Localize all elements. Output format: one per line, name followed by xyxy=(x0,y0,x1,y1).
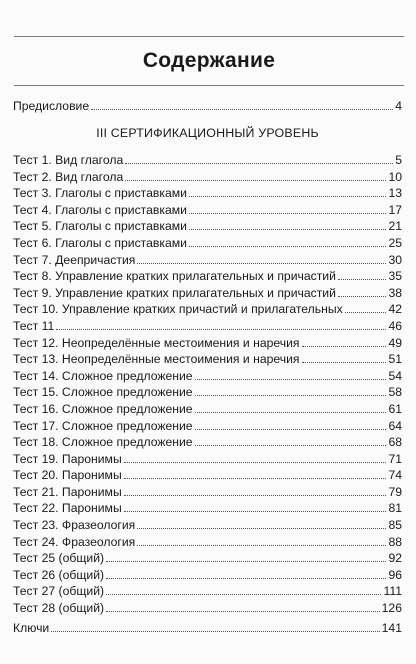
toc-entry[interactable] xyxy=(13,500,402,517)
toc-entry-label: Тест 19. Паронимы xyxy=(13,451,122,466)
dot-leader xyxy=(338,269,387,280)
toc-entry-label: Ключи xyxy=(13,621,50,635)
dot-leader xyxy=(137,518,386,529)
section-heading: III СЕРТИФИКАЦИОННЫЙ УРОВЕНЬ xyxy=(96,126,319,140)
toc-entry[interactable] xyxy=(13,451,402,468)
toc-entry-page: 25 xyxy=(388,235,402,250)
toc-entry-label: Тест 10. Управление кратких причастий и прилагательных xyxy=(13,302,343,317)
toc-entry[interactable] xyxy=(13,567,402,584)
toc-entry-label: Тест 16. Сложное предложение xyxy=(13,401,193,416)
dot-leader xyxy=(124,468,387,479)
preface-entry-block xyxy=(13,98,402,115)
dot-leader xyxy=(125,153,393,164)
dot-leader xyxy=(189,219,387,230)
dot-leader xyxy=(124,452,387,463)
dot-leader xyxy=(51,621,379,632)
toc-entry-label: Тест 14. Сложное предложение xyxy=(13,368,193,383)
toc-entry-label: Тест 1. Вид глагола xyxy=(13,153,124,167)
toc-entry[interactable] xyxy=(13,401,402,418)
toc-entry-page: 88 xyxy=(388,534,402,549)
toc-entry-page: 42 xyxy=(388,302,402,317)
toc-entry-label: Тест 15. Сложное предложение xyxy=(13,385,193,400)
dot-leader xyxy=(106,584,381,595)
dot-leader xyxy=(189,203,387,214)
toc-entry-label: Тест 22. Паронимы xyxy=(13,501,122,516)
toc-entry-page: 54 xyxy=(388,368,402,383)
toc-entry[interactable] xyxy=(13,268,402,285)
toc-entry-label: Тест 8. Управление кратких прилагательных и причастий xyxy=(13,269,336,284)
toc-entry-page: 126 xyxy=(381,601,402,616)
toc-entry[interactable] xyxy=(13,368,402,385)
toc-entry-page: 81 xyxy=(388,501,402,516)
toc-entry[interactable] xyxy=(13,301,402,318)
toc-entry-label: Тест 9. Управление кратких прилагательных и причастий xyxy=(13,285,336,300)
toc-entry[interactable] xyxy=(13,202,402,219)
toc-entry-page: 51 xyxy=(388,352,402,367)
dot-leader xyxy=(195,435,387,446)
toc-entry[interactable] xyxy=(13,351,402,368)
dot-leader xyxy=(106,551,386,562)
toc-entry-page: 141 xyxy=(381,621,402,635)
dot-leader xyxy=(302,336,387,347)
toc-entry-label: Тест 17. Сложное предложение xyxy=(13,418,193,433)
toc-list xyxy=(13,152,402,617)
toc-entry[interactable] xyxy=(13,484,402,501)
toc-entry[interactable] xyxy=(13,252,402,269)
toc-entry-page: 49 xyxy=(388,335,402,350)
toc-entry-page: 13 xyxy=(388,186,402,201)
toc-entry-label: Тест 6. Глаголы с приставками xyxy=(13,235,187,250)
toc-entry-preface[interactable] xyxy=(13,98,402,115)
toc-entry-label: Предисловие xyxy=(13,99,90,113)
toc-entry[interactable] xyxy=(13,534,402,551)
toc-entry-page: 79 xyxy=(388,484,402,499)
toc-entry-label: Тест 2. Вид глагола xyxy=(13,169,124,184)
toc-entry[interactable] xyxy=(13,235,402,252)
toc-entry[interactable] xyxy=(13,335,402,352)
dot-leader xyxy=(302,352,387,363)
dot-leader xyxy=(195,385,387,396)
toc-entry[interactable] xyxy=(13,185,402,202)
toc-entry-page: 17 xyxy=(388,202,402,217)
dot-leader xyxy=(56,319,386,330)
toc-entry-label: Тест 13. Неопределённые местоимения и наречия xyxy=(13,352,300,367)
toc-entry-page: 64 xyxy=(388,418,402,433)
toc-entry-page: 96 xyxy=(388,567,402,582)
dot-leader xyxy=(124,501,387,512)
toc-entry[interactable] xyxy=(13,600,402,617)
dot-leader xyxy=(189,186,387,197)
toc-entry[interactable] xyxy=(13,550,402,567)
toc-entry-page: 74 xyxy=(388,468,402,483)
toc-entry-page: 5 xyxy=(395,153,402,167)
toc-entry-page: 111 xyxy=(383,584,402,599)
toc-entry-label: Тест 24. Фразеология xyxy=(13,534,136,549)
dot-leader xyxy=(345,302,387,313)
toc-entry-label: Тест 26 (общий) xyxy=(13,567,105,582)
dot-leader xyxy=(124,485,387,496)
dot-leader xyxy=(195,419,387,430)
toc-entry-page: 21 xyxy=(388,219,402,234)
toc-entry[interactable] xyxy=(13,318,402,335)
dot-leader xyxy=(106,601,380,612)
dot-leader xyxy=(91,99,393,110)
toc-entry[interactable] xyxy=(13,169,402,186)
dot-leader xyxy=(195,402,387,413)
toc-entry[interactable] xyxy=(13,517,402,534)
toc-entry-label: Тест 21. Паронимы xyxy=(13,484,122,499)
toc-entry[interactable] xyxy=(13,467,402,484)
toc-entry-label: Тест 23. Фразеология xyxy=(13,518,136,533)
toc-entry[interactable] xyxy=(13,583,402,600)
toc-entry-label: Тест 12. Неопределённые местоимения и наречия xyxy=(13,335,300,350)
title-block xyxy=(14,36,404,86)
toc-entry-label: Тест 3. Глаголы с приставками xyxy=(13,186,187,201)
dot-leader xyxy=(137,535,386,546)
toc-entry[interactable] xyxy=(13,434,402,451)
dot-leader xyxy=(338,286,387,297)
toc-entry[interactable] xyxy=(13,384,402,401)
toc-entry-page: 4 xyxy=(395,99,402,113)
toc-entry-page: 46 xyxy=(388,318,402,333)
toc-entry-label: Тест 27 (общий) xyxy=(13,584,105,599)
toc-entry-keys[interactable] xyxy=(13,620,402,637)
toc-entry-page: 61 xyxy=(388,401,402,416)
toc-entry-page: 10 xyxy=(388,169,402,184)
dot-leader xyxy=(125,170,386,181)
toc-entry-page: 38 xyxy=(388,285,402,300)
dot-leader xyxy=(195,369,387,380)
toc-entry-label: Тест 18. Сложное предложение xyxy=(13,435,193,450)
toc-entry-page: 71 xyxy=(388,451,402,466)
toc-entry-page: 35 xyxy=(388,269,402,284)
toc-entry-label: Тест 11 xyxy=(13,318,55,333)
toc-entry[interactable] xyxy=(13,418,402,435)
toc-entry[interactable] xyxy=(13,152,402,169)
dot-leader xyxy=(106,568,386,579)
toc-entry-page: 58 xyxy=(388,385,402,400)
page-title: Содержание xyxy=(142,49,276,72)
toc-entry-label: Тест 25 (общий) xyxy=(13,551,105,566)
dot-leader xyxy=(137,253,386,264)
toc-entry-label: Тест 4. Глаголы с приставками xyxy=(13,202,187,217)
dot-leader xyxy=(189,236,387,247)
toc-entry-label: Тест 20. Паронимы xyxy=(13,468,122,483)
toc-entry-page: 68 xyxy=(388,435,402,450)
keys-entry-block xyxy=(13,620,402,637)
toc-entry-page: 92 xyxy=(388,551,402,566)
toc-entry-page: 85 xyxy=(388,518,402,533)
toc-entry-page: 30 xyxy=(388,252,402,267)
toc-entry-label: Тест 28 (общий) xyxy=(13,601,105,616)
toc-entry-label: Тест 7. Деепричастия xyxy=(13,252,136,267)
toc-entry-label: Тест 5. Глаголы с приставками xyxy=(13,219,187,234)
toc-entry[interactable] xyxy=(13,285,402,302)
toc-entry[interactable] xyxy=(13,218,402,235)
